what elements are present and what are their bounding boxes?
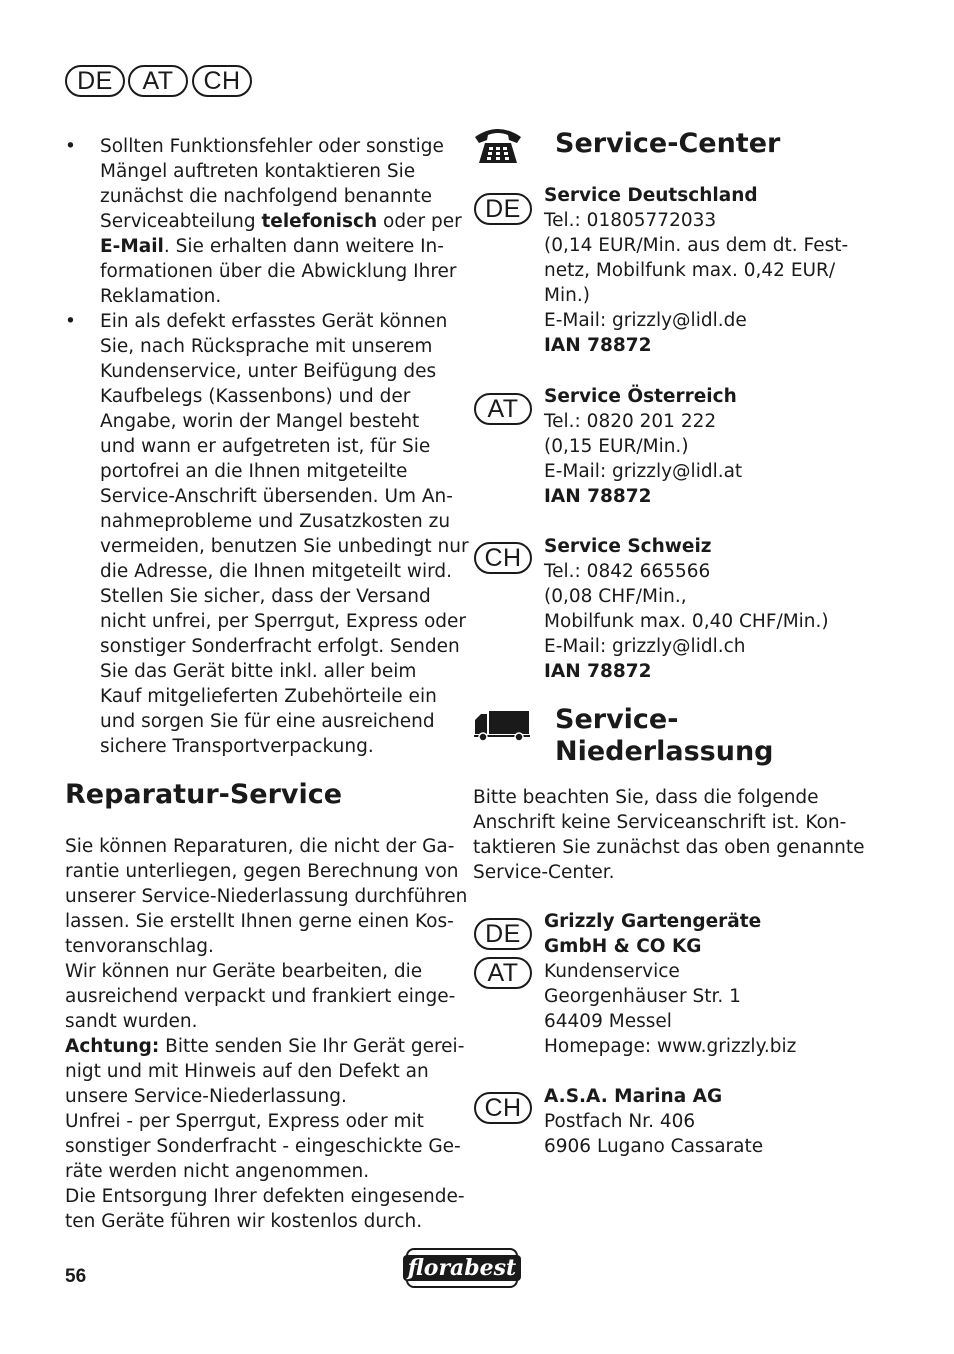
text-line: räte werden nicht angenommen. bbox=[65, 1161, 370, 1182]
text-line: rantie unterliegen, gegen Berechnung von bbox=[65, 861, 459, 882]
contact-ian: IAN 78872 bbox=[544, 335, 652, 356]
country-badge-de: DE bbox=[474, 193, 532, 225]
text-line bbox=[65, 1034, 467, 1059]
text-line: Bitte beachten Sie, dass die folgende bbox=[473, 787, 819, 808]
text-line: Ein als defekt erfasstes Gerät können bbox=[100, 311, 448, 332]
text-span: . Sie erhalten dann weitere In- bbox=[163, 236, 444, 257]
text-span: Serviceabteilung bbox=[100, 211, 262, 232]
bullet-dot: • bbox=[65, 136, 76, 157]
branch-homepage: Homepage: www.grizzly.biz bbox=[544, 1036, 797, 1057]
text-line: vermeiden, benutzen Sie unbedingt nur bbox=[100, 536, 469, 557]
text-line: taktieren Sie zunächst das oben genannte bbox=[473, 837, 865, 858]
contact-line: (0,14 EUR/Min. aus dem dt. Fest- bbox=[544, 235, 849, 256]
contact-email: E-Mail: grizzly@lidl.at bbox=[544, 461, 743, 482]
text-line: Stellen Sie sicher, dass der Versand bbox=[100, 586, 431, 607]
contact-ian: IAN 78872 bbox=[544, 661, 652, 682]
text-span: oder per bbox=[377, 211, 462, 232]
branch-asa bbox=[544, 1084, 763, 1159]
contact-de bbox=[544, 183, 848, 358]
branch-heading-line2: Niederlassung bbox=[555, 736, 774, 767]
contact-line: Tel.: 0842 665566 bbox=[544, 561, 711, 582]
contact-line: Tel.: 0820 201 222 bbox=[544, 411, 717, 432]
emphasis-phone: telefonisch bbox=[261, 211, 378, 232]
branch-line: 6906 Lugano Cassarate bbox=[544, 1136, 764, 1157]
text-line: Service-Center. bbox=[473, 862, 615, 883]
country-badge-de: DE bbox=[65, 65, 125, 97]
page-number: 56 bbox=[65, 1266, 87, 1287]
text-line: Kaufbelegs (Kassenbons) und der bbox=[100, 386, 411, 407]
text-line: tenvoranschlag. bbox=[65, 936, 214, 957]
text-line bbox=[100, 234, 445, 259]
contact-ian: IAN 78872 bbox=[544, 486, 652, 507]
text-line: Angabe, worin der Mangel besteht bbox=[100, 411, 420, 432]
contact-title: Service Deutschland bbox=[544, 185, 758, 206]
branch-grizzly bbox=[544, 909, 796, 1059]
country-badge-at: AT bbox=[474, 393, 532, 425]
contact-email: E-Mail: grizzly@lidl.de bbox=[544, 310, 747, 331]
repair-heading: Reparatur-Service bbox=[65, 779, 343, 810]
branch-heading-line1: Service- bbox=[555, 704, 679, 735]
text-line bbox=[100, 209, 462, 234]
text-line: sichere Transportverpackung. bbox=[100, 736, 374, 757]
text-line: nicht unfrei, per Sperrgut, Express oder bbox=[100, 611, 467, 632]
text-line: Sie können Reparaturen, die nicht der Ga- bbox=[65, 836, 455, 857]
text-line: Kundenservice, unter Beifügung des bbox=[100, 361, 437, 382]
contact-title: Service Schweiz bbox=[544, 536, 712, 557]
contact-title: Service Österreich bbox=[544, 386, 737, 407]
country-badge-ch: CH bbox=[474, 542, 532, 574]
bullet-dot: • bbox=[65, 311, 76, 332]
text-line: sandt wurden. bbox=[65, 1011, 198, 1032]
country-badge-at: AT bbox=[128, 65, 188, 97]
text-line: Die Entsorgung Ihrer defekten eingesende- bbox=[65, 1186, 465, 1207]
contact-line: Tel.: 01805772033 bbox=[544, 210, 717, 231]
contact-line: Min.) bbox=[544, 285, 590, 306]
text-line: lassen. Sie erstellt Ihnen gerne einen Kos- bbox=[65, 911, 454, 932]
country-badge-de: DE bbox=[474, 918, 532, 950]
emphasis-email: E-Mail bbox=[100, 236, 164, 257]
country-badge-ch: CH bbox=[192, 65, 252, 97]
branch-title: A.S.A. Marina AG bbox=[544, 1086, 723, 1107]
text-line: nigt und mit Hinweis auf den Defekt an bbox=[65, 1061, 429, 1082]
service-center-heading: Service-Center bbox=[555, 128, 781, 159]
contact-line: (0,15 EUR/Min.) bbox=[544, 436, 689, 457]
contact-email: E-Mail: grizzly@lidl.ch bbox=[544, 636, 746, 657]
attention-label: Achtung: bbox=[65, 1036, 160, 1057]
text-line: zunächst die nachfolgend benannte bbox=[100, 186, 432, 207]
text-line: Service-Anschrift übersenden. Um An- bbox=[100, 486, 453, 507]
branch-intro bbox=[473, 785, 865, 885]
text-line: formationen über die Abwicklung Ihrer bbox=[100, 261, 457, 282]
contact-line: netz, Mobilfunk max. 0,42 EUR/ bbox=[544, 260, 836, 281]
text-line: portofrei an die Ihnen mitgeteilte bbox=[100, 461, 408, 482]
text-line: Wir können nur Geräte bearbeiten, die bbox=[65, 961, 423, 982]
contact-line: (0,08 CHF/Min., bbox=[544, 586, 687, 607]
branch-title: GmbH & CO KG bbox=[544, 936, 702, 957]
contact-ch bbox=[544, 534, 829, 684]
text-line: Sie, nach Rücksprache mit unserem bbox=[100, 336, 433, 357]
text-line: die Adresse, die Ihnen mitgeteilt wird. bbox=[100, 561, 453, 582]
text-line: Mängel auftreten kontaktieren Sie bbox=[100, 161, 416, 182]
text-line: sonstiger Sonderfracht erfolgt. Senden bbox=[100, 636, 460, 657]
text-line: Sollten Funktionsfehler oder sonstige bbox=[100, 136, 444, 157]
logo-text: florabest bbox=[403, 1255, 521, 1281]
bullet-item-2 bbox=[65, 309, 469, 759]
contact-at bbox=[544, 384, 742, 509]
branch-line: Georgenhäuser Str. 1 bbox=[544, 986, 741, 1007]
branch-line: Postfach Nr. 406 bbox=[544, 1111, 696, 1132]
text-line: sonstiger Sonderfracht - eingeschickte Ge- bbox=[65, 1136, 461, 1157]
text-span: Bitte senden Sie Ihr Gerät gerei- bbox=[159, 1036, 465, 1057]
truck-icon bbox=[473, 710, 531, 742]
bullet-item-1 bbox=[65, 134, 462, 309]
text-line: Kauf mitgelieferten Zubehörteile ein bbox=[100, 686, 437, 707]
branch-title: Grizzly Gartengeräte bbox=[544, 911, 762, 932]
repair-text bbox=[65, 834, 467, 1234]
text-line: Sie das Gerät bitte inkl. aller beim bbox=[100, 661, 417, 682]
bullet-list bbox=[65, 134, 469, 759]
branch-line: 64409 Messel bbox=[544, 1011, 672, 1032]
text-line: unsere Service-Niederlassung. bbox=[65, 1086, 347, 1107]
telephone-icon bbox=[473, 125, 523, 165]
text-line: Reklamation. bbox=[100, 286, 222, 307]
branch-line: Kundenservice bbox=[544, 961, 680, 982]
text-line: Unfrei - per Sperrgut, Express oder mit bbox=[65, 1111, 424, 1132]
text-line: Anschrift keine Serviceanschrift ist. Kon- bbox=[473, 812, 847, 833]
text-line: ausreichend verpackt und frankiert einge- bbox=[65, 986, 456, 1007]
florabest-logo bbox=[406, 1248, 518, 1288]
text-line: und wann er aufgetreten ist, für Sie bbox=[100, 436, 431, 457]
country-badge-at: AT bbox=[474, 957, 532, 989]
text-line: und sorgen Sie für eine ausreichend bbox=[100, 711, 435, 732]
country-badge-ch: CH bbox=[474, 1092, 532, 1124]
text-line: ten Geräte führen wir kostenlos durch. bbox=[65, 1211, 423, 1232]
text-line: unserer Service-Niederlassung durchführen bbox=[65, 886, 468, 907]
text-line: nahmeprobleme und Zusatzkosten zu bbox=[100, 511, 451, 532]
contact-line: Mobilfunk max. 0,40 CHF/Min.) bbox=[544, 611, 829, 632]
